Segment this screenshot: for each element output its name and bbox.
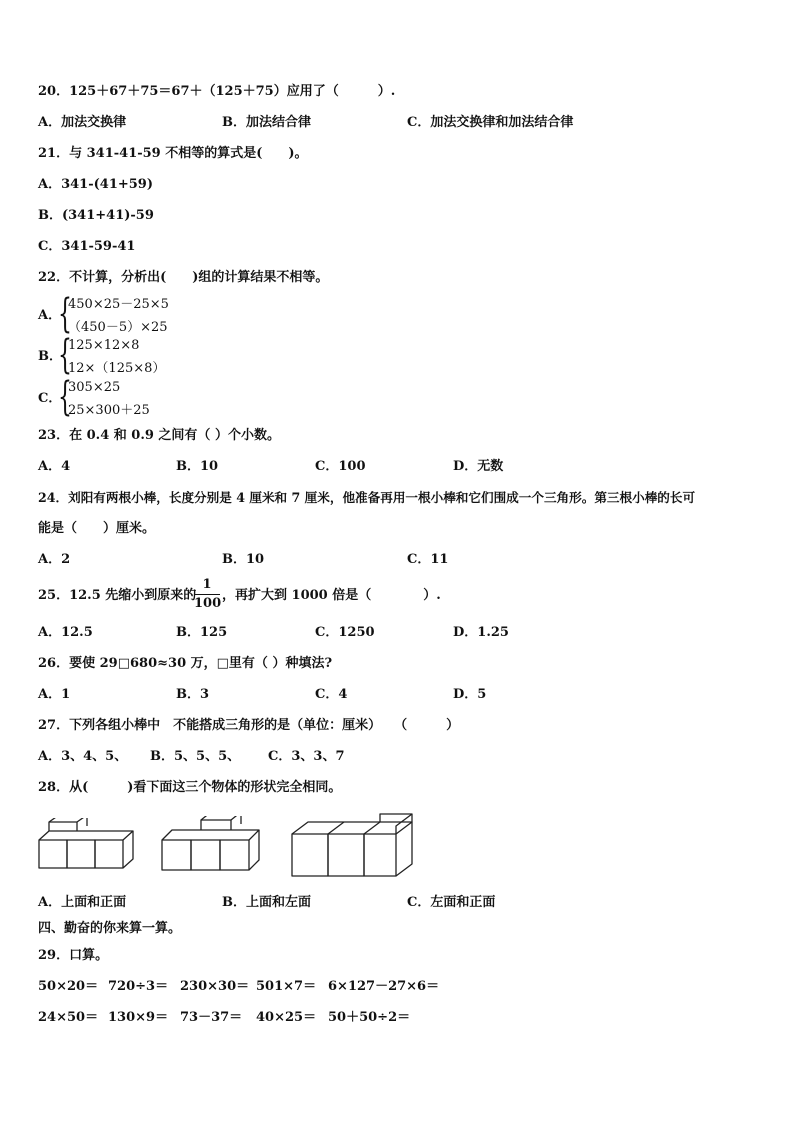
q20-option-c[interactable]: C．加法交换律和加法结合律 bbox=[407, 115, 574, 130]
q23-option-b[interactable]: B．10 bbox=[176, 459, 219, 474]
q28-option-b[interactable]: B．上面和左面 bbox=[222, 895, 311, 910]
fraction bbox=[194, 577, 220, 612]
oral-calc-item[interactable]: 73－37＝ bbox=[180, 1010, 243, 1025]
q22-option-a-line1: 450×25－25×5 bbox=[68, 297, 169, 312]
brace-icon: { bbox=[58, 291, 72, 337]
brace-icon: { bbox=[58, 374, 72, 420]
q20-option-a[interactable]: A．加法交换律 bbox=[38, 115, 127, 130]
cube-figure-2 bbox=[158, 816, 264, 874]
q25-option-b[interactable]: B．125 bbox=[176, 625, 228, 640]
oral-calc-item[interactable]: 230×30＝ bbox=[180, 979, 250, 994]
q22-option-b-line1: 125×12×8 bbox=[68, 338, 140, 353]
q20-stem: 20．125＋67＋75＝67＋（125＋75）应用了（ ）. bbox=[38, 84, 396, 99]
q22-option-b-label: B． bbox=[38, 349, 62, 364]
q22-option-a-line2: （450－5）×25 bbox=[68, 320, 168, 335]
q23-option-c[interactable]: C．100 bbox=[315, 459, 366, 474]
q27-option-b[interactable]: B．5、5、5、 bbox=[150, 749, 241, 764]
q21-option-a[interactable]: A．341-(41+59) bbox=[38, 177, 153, 192]
q27-option-a[interactable]: A．3、4、5、 bbox=[38, 749, 128, 764]
q21-option-c[interactable]: C．341-59-41 bbox=[38, 239, 136, 254]
q25-option-a[interactable]: A．12.5 bbox=[38, 625, 93, 640]
q27-option-c[interactable]: C．3、3、7 bbox=[268, 749, 345, 764]
oral-calc-item[interactable]: 130×9＝ bbox=[108, 1010, 169, 1025]
q25-option-d[interactable]: D．1.25 bbox=[453, 625, 509, 640]
q23-option-d[interactable]: D．无数 bbox=[453, 459, 504, 474]
oral-calc-item[interactable]: 50×20＝ bbox=[38, 979, 99, 994]
cube-figure-1 bbox=[36, 818, 136, 873]
q23-option-a[interactable]: A．4 bbox=[38, 459, 71, 474]
q24-option-c[interactable]: C．11 bbox=[407, 552, 449, 567]
fraction-denominator: 100 bbox=[194, 596, 222, 611]
q26-option-d[interactable]: D．5 bbox=[453, 687, 487, 702]
oral-calc-item[interactable]: 50＋50÷2＝ bbox=[328, 1010, 411, 1025]
q22-option-a-label: A． bbox=[38, 308, 62, 323]
cube-figure-3 bbox=[288, 812, 420, 880]
q22-option-c-line1: 305×25 bbox=[68, 380, 121, 395]
q25-stem-before: 25．12.5 先缩小到原来的 bbox=[38, 588, 197, 603]
q27-stem: 27．下列各组小棒中 不能搭成三角形的是（单位：厘米） （ ） bbox=[38, 718, 460, 733]
fraction-bar bbox=[194, 594, 220, 595]
q25-option-c[interactable]: C．1250 bbox=[315, 625, 375, 640]
q22-stem: 22．不计算，分析出( )组的计算结果不相等。 bbox=[38, 270, 329, 285]
q23-stem: 23．在 0.4 和 0.9 之间有（ ）个小数。 bbox=[38, 428, 280, 443]
q28-option-c[interactable]: C．左面和正面 bbox=[407, 895, 496, 910]
oral-calc-item[interactable]: 720÷3＝ bbox=[108, 979, 169, 994]
oral-calc-item[interactable]: 24×50＝ bbox=[38, 1010, 99, 1025]
q20-option-b[interactable]: B．加法结合律 bbox=[222, 115, 311, 130]
q22-option-c-line2: 25×300＋25 bbox=[68, 403, 150, 418]
q24-option-b[interactable]: B．10 bbox=[222, 552, 265, 567]
brace-icon: { bbox=[58, 332, 72, 378]
q28-option-a[interactable]: A．上面和正面 bbox=[38, 895, 127, 910]
q26-stem: 26．要使 29□680≈30 万，□里有（ ）种填法? bbox=[38, 656, 333, 671]
q24-stem-line2: 能是（ ）厘米。 bbox=[38, 521, 156, 536]
oral-calc-item[interactable]: 40×25＝ bbox=[256, 1010, 317, 1025]
q26-option-a[interactable]: A．1 bbox=[38, 687, 71, 702]
q28-stem: 28．从( )看下面这三个物体的形状完全相同。 bbox=[38, 780, 342, 795]
q25-stem-after: ，再扩大到 1000 倍是（ ）. bbox=[222, 588, 441, 603]
q24-stem-line1: 24．刘阳有两根小棒，长度分别是 4 厘米和 7 厘米，他准备再用一根小棒和它们围成一个三角形。第三根小棒的长可 bbox=[38, 490, 696, 505]
q26-option-b[interactable]: B．3 bbox=[176, 687, 210, 702]
q22-option-b-line2: 12×（125×8） bbox=[68, 361, 166, 376]
oral-calc-item[interactable]: 6×127－27×6＝ bbox=[328, 979, 440, 994]
q21-option-b[interactable]: B．(341+41)-59 bbox=[38, 208, 154, 223]
section-title: 四、勤奋的你来算一算。 bbox=[38, 921, 182, 936]
q26-option-c[interactable]: C．4 bbox=[315, 687, 348, 702]
q21-stem: 21．与 341-41-59 不相等的算式是( )。 bbox=[38, 146, 308, 161]
q29-stem: 29．口算。 bbox=[38, 948, 109, 963]
oral-calc-item[interactable]: 501×7＝ bbox=[256, 979, 317, 994]
fraction-numerator: 1 bbox=[202, 577, 212, 592]
q22-option-c-label: C． bbox=[38, 391, 62, 406]
q24-option-a[interactable]: A．2 bbox=[38, 552, 71, 567]
